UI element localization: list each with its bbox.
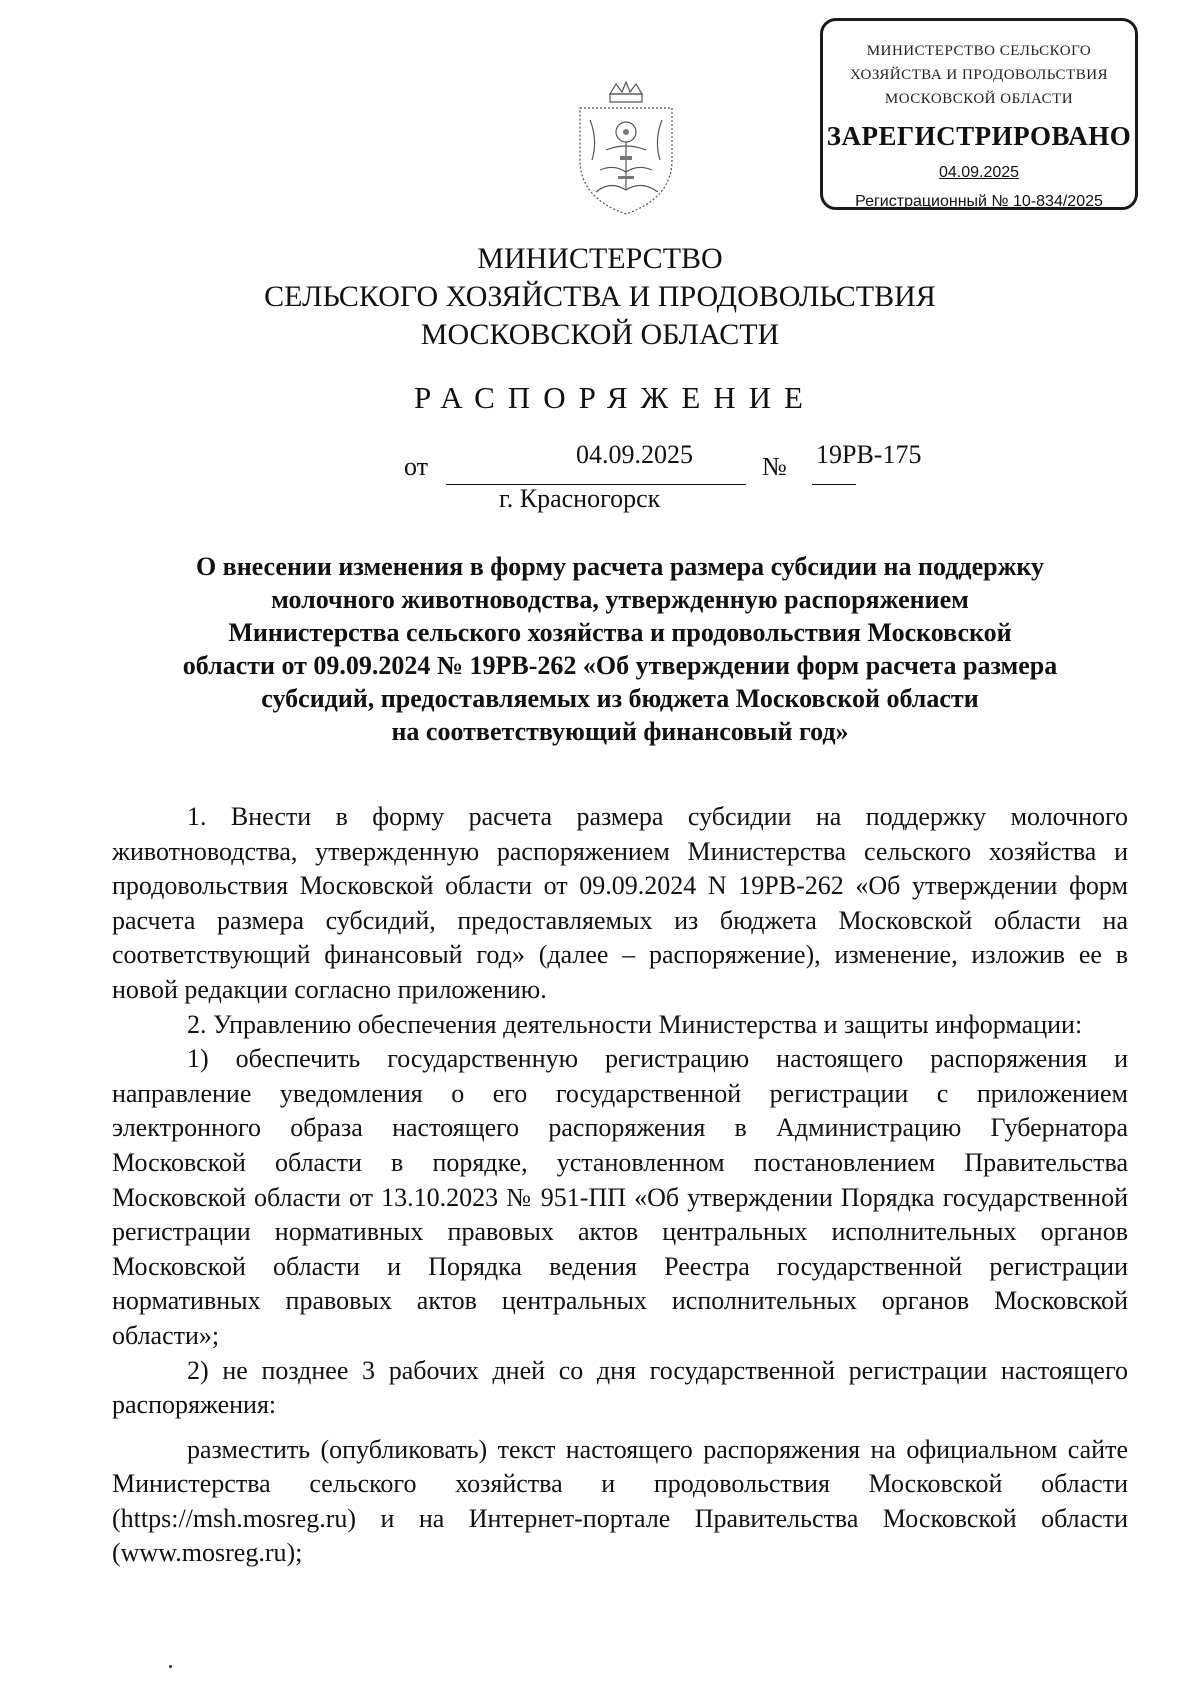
stamp-org-line: ХОЗЯЙСТВА И ПРОДОВОЛЬСТВИЯ	[849, 67, 1109, 83]
document-number: 19РВ-175	[816, 440, 922, 469]
ministry-line: МИНИСТЕРСТВО	[477, 242, 723, 275]
from-label: от	[404, 452, 429, 481]
ministry-line: СЕЛЬСКОГО ХОЗЯЙСТВА И ПРОДОВОЛЬСТВИЯ	[264, 280, 936, 313]
paragraph: 1) обеспечить государственную регистрацию настоящего распоряжения и направление уведомления о его государственной регистрации с приложением электронного образа настоящего распоряжения в Администрацию Губернатора Московской области в порядке, установленном постановлением Правительства Московской области от 13.10.2023 № 951-ПП «Об утверждении Порядка государственной регистрации нормативных правовых актов центральных исполнительных органов Московской области и Порядка ведения Реестра государственной регистрации нормативных правовых актов центральных исполнительных органов Московской области»;	[112, 1044, 1128, 1350]
ministry-name	[0, 240, 1200, 354]
stamp-organization	[823, 39, 1135, 111]
document-date: 04.09.2025	[576, 440, 693, 469]
title-line: О внесении изменения в форму расчета размера субсидии на поддержку	[195, 552, 1045, 581]
city: г. Красногорск	[499, 484, 661, 513]
stamp-registration-number	[823, 193, 1135, 211]
coat-of-arms-icon	[570, 80, 682, 218]
title-line: области от 09.09.2024 № 19РВ-262 «Об утверждении форм расчета размера	[182, 651, 1058, 680]
stamp-reg-number: № 10-834/2025	[991, 193, 1103, 210]
paragraph: 1. Внести в форму расчета размера субсидии на поддержку молочного животноводства, утвержденную распоряжением Министерства сельского хозяйства и продовольствия Московской области от 09.09.2024 N 19РВ-262 «Об утверждении форм расчета размера субсидий, предоставляемых из бюджета Московской области на соответствующий финансовый год» (далее – распоряжение), изменение, изложив ее в новой редакции согласно приложению.	[112, 802, 1128, 1004]
document-title	[140, 550, 1100, 748]
date-number-row	[0, 440, 1200, 480]
stamp-reg-label: Регистрационный	[855, 193, 987, 210]
document-type: РАСПОРЯЖЕНИЕ	[414, 380, 816, 415]
title-line: на соответствующий финансовый год»	[391, 717, 849, 746]
title-line: субсидий, предоставляемых из бюджета Московской области	[261, 684, 979, 713]
stamp-date: 04.09.2025	[938, 164, 1020, 181]
paragraph: разместить (опубликовать) текст настоящего распоряжения на официальном сайте Министерства сельского хозяйства и продовольствия Московской области (https://msh.mosreg.ru) и на Интернет-портале Правительства Московской области (www.mosreg.ru);	[112, 1434, 1128, 1568]
number-label: №	[762, 452, 787, 481]
ministry-line: МОСКОВСКОЙ ОБЛАСТИ	[420, 318, 780, 351]
stamp-org-line: МИНИСТЕРСТВО СЕЛЬСКОГО	[866, 43, 1092, 59]
paragraph: 2) не позднее 3 рабочих дней со дня государственной регистрации настоящего распоряжения:	[112, 1355, 1128, 1420]
title-line: Министерства сельского хозяйства и продовольствия Московской	[228, 618, 1012, 647]
registration-stamp	[820, 18, 1138, 210]
paragraph: 2. Управлению обеспечения деятельности Министерства и защиты информации:	[187, 1009, 1083, 1039]
scan-speck	[169, 1665, 172, 1668]
number-underline	[812, 484, 856, 485]
title-line: молочного животноводства, утвержденную распоряжением	[271, 585, 969, 614]
stamp-status: ЗАРЕГИСТРИРОВАНО	[826, 121, 1132, 151]
stamp-org-line: МОСКОВСКОЙ ОБЛАСТИ	[884, 91, 1074, 107]
document-body	[112, 800, 1128, 1571]
